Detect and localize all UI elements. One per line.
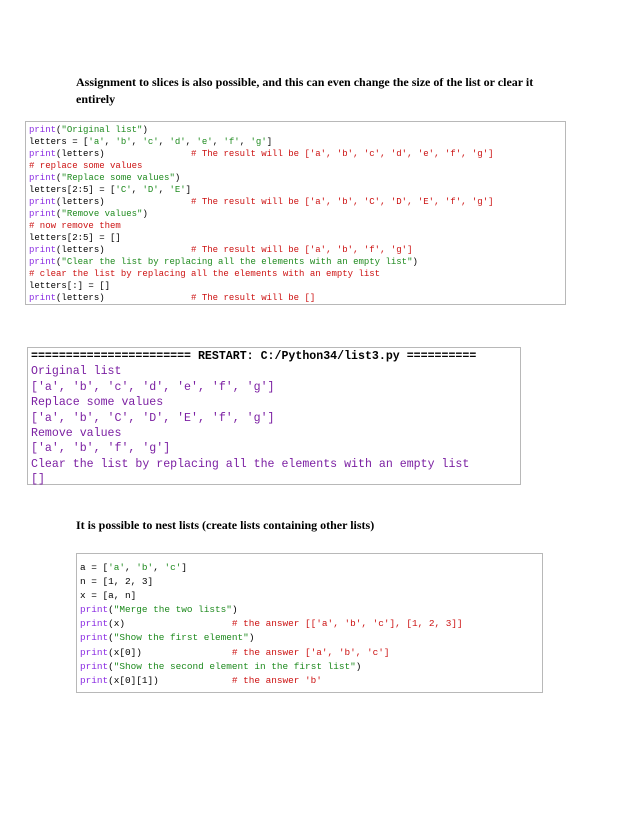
code-screenshot-nested bbox=[76, 553, 543, 693]
code-token: , bbox=[153, 562, 165, 573]
code-token: , bbox=[185, 137, 197, 147]
shell-output-line: Clear the list by replacing all the elements with an empty list bbox=[31, 457, 470, 471]
code-line bbox=[80, 603, 542, 617]
code-token: # the answer ['a', 'b', 'c'] bbox=[231, 646, 390, 658]
code-line bbox=[80, 561, 542, 575]
code-token: (x[0][1]) bbox=[108, 674, 232, 686]
code-token: , bbox=[158, 185, 170, 195]
code-token: (letters) bbox=[56, 149, 192, 159]
code-line bbox=[29, 196, 565, 208]
code-token: 'b' bbox=[115, 137, 132, 147]
code-token: (letters) bbox=[56, 245, 192, 255]
code-token: print bbox=[29, 245, 57, 255]
code-token: # The result will be ['a', 'b', 'c', 'd', 'e', 'f', 'g'] bbox=[191, 149, 494, 159]
code-token: print bbox=[29, 125, 57, 135]
shell-output-line: Original list bbox=[31, 365, 122, 379]
code-line bbox=[80, 589, 542, 603]
code-token: letters = [ bbox=[29, 137, 89, 147]
shell-output-line: Remove values bbox=[31, 427, 122, 441]
code-token: ) bbox=[142, 209, 148, 219]
code-line bbox=[80, 617, 542, 631]
code-line bbox=[80, 646, 542, 660]
code-token: # now remove them bbox=[29, 221, 121, 231]
code-token: letters[2:5] = [] bbox=[29, 233, 121, 243]
shell-output-line: ['a', 'b', 'C', 'D', 'E', 'f', 'g'] bbox=[31, 411, 275, 425]
code-token: "Merge the two lists" bbox=[113, 604, 232, 616]
code-token: ) bbox=[248, 632, 255, 644]
code-token: print bbox=[80, 646, 109, 658]
code-token: ( bbox=[108, 604, 114, 616]
code-token: ) bbox=[142, 125, 148, 135]
code-token: ( bbox=[56, 125, 62, 135]
code-token: , bbox=[239, 137, 251, 147]
shell-output-line: [] bbox=[31, 473, 45, 487]
code-line bbox=[29, 136, 565, 148]
code-line bbox=[29, 232, 565, 244]
code-token: ) bbox=[174, 173, 181, 183]
code-line bbox=[29, 160, 565, 172]
code-token: ) bbox=[355, 660, 362, 672]
code-token: # clear the list by replacing all the elements with an empty list bbox=[29, 269, 381, 279]
code-token: "Remove values" bbox=[61, 209, 143, 219]
code-token: print bbox=[29, 197, 57, 207]
code-token: 'e' bbox=[196, 137, 213, 147]
code-token: a = [ bbox=[80, 562, 109, 573]
code-token: 'C' bbox=[115, 185, 132, 195]
code-token: letters[2:5] = [ bbox=[29, 185, 116, 195]
code-token: ( bbox=[56, 257, 62, 267]
code-line bbox=[29, 256, 565, 268]
shell-output-line: ['a', 'b', 'f', 'g'] bbox=[31, 442, 171, 456]
code-line bbox=[29, 220, 565, 232]
code-token: print bbox=[80, 674, 109, 686]
shell-output bbox=[28, 364, 520, 487]
code-token: # The result will be [] bbox=[191, 293, 316, 303]
code-token: ( bbox=[108, 660, 114, 672]
code-token: print bbox=[80, 660, 109, 672]
shell-output-screenshot bbox=[27, 347, 521, 485]
code-token: ( bbox=[108, 632, 114, 644]
code-token: , bbox=[131, 185, 143, 195]
code-token: ( bbox=[56, 209, 62, 219]
shell-output-line: Replace some values bbox=[31, 396, 164, 410]
code-token: , bbox=[158, 137, 170, 147]
code-token: ( bbox=[56, 173, 62, 183]
code-token: "Show the second element in the first list" bbox=[113, 660, 356, 672]
code-token: 'b' bbox=[136, 562, 154, 573]
code-token: # replace some values bbox=[29, 161, 143, 171]
code-token: 'E' bbox=[169, 185, 186, 195]
code-token: , bbox=[104, 137, 116, 147]
code-token: (x) bbox=[108, 618, 232, 630]
code-token: ] bbox=[181, 562, 187, 573]
code-line bbox=[29, 208, 565, 220]
code-token: (letters) bbox=[56, 197, 192, 207]
code-token: , bbox=[131, 137, 143, 147]
code-token: 'D' bbox=[142, 185, 159, 195]
code-token: (letters) bbox=[56, 293, 192, 303]
code-token: ] bbox=[185, 185, 192, 195]
code-line bbox=[29, 280, 565, 292]
code-token: # the answer 'b' bbox=[231, 674, 322, 686]
code-line bbox=[29, 124, 565, 136]
code-block bbox=[77, 554, 542, 688]
code-token: print bbox=[29, 257, 57, 267]
code-line bbox=[29, 172, 565, 184]
code-block bbox=[26, 122, 565, 304]
code-line bbox=[29, 244, 565, 256]
code-token: print bbox=[29, 209, 57, 219]
code-token: 'g' bbox=[250, 137, 267, 147]
code-token: (x[0]) bbox=[108, 646, 232, 658]
code-line bbox=[80, 575, 542, 589]
code-token: # the answer [['a', 'b', 'c'], [1, 2, 3]] bbox=[231, 618, 463, 630]
shell-output-line: ['a', 'b', 'c', 'd', 'e', 'f', 'g'] bbox=[31, 380, 275, 394]
code-token: print bbox=[29, 293, 57, 303]
code-token: "Clear the list by replacing all the elements with an empty list" bbox=[61, 257, 413, 267]
code-screenshot-slices bbox=[25, 121, 566, 305]
code-line bbox=[29, 292, 565, 304]
code-token: ) bbox=[231, 604, 238, 616]
code-token: "Original list" bbox=[61, 125, 143, 135]
code-line bbox=[29, 268, 565, 280]
code-line bbox=[80, 631, 542, 645]
code-token: 'c' bbox=[142, 137, 159, 147]
code-token: 'd' bbox=[169, 137, 186, 147]
code-line bbox=[29, 184, 565, 196]
code-token: 'a' bbox=[88, 137, 105, 147]
code-line bbox=[80, 674, 542, 688]
code-token: print bbox=[29, 173, 57, 183]
code-token: # The result will be ['a', 'b', 'C', 'D', 'E', 'f', 'g'] bbox=[191, 197, 494, 207]
shell-restart-line: ======================= RESTART: C:/Python34/list3.py ========== bbox=[31, 350, 477, 363]
code-token: n = [1, 2, 3] bbox=[80, 576, 154, 588]
code-token: , bbox=[125, 562, 137, 573]
code-token: , bbox=[212, 137, 224, 147]
code-token: 'f' bbox=[223, 137, 240, 147]
code-token: 'c' bbox=[164, 562, 182, 573]
code-token: 'a' bbox=[108, 562, 126, 573]
code-line bbox=[29, 148, 565, 160]
code-token: ) bbox=[412, 257, 418, 267]
code-token: ] bbox=[266, 137, 273, 147]
code-token: "Replace some values" bbox=[61, 173, 175, 183]
code-token: # The result will be ['a', 'b', 'f', 'g'] bbox=[191, 245, 413, 255]
code-token: x = [a, n] bbox=[80, 590, 137, 602]
code-token: letters[:] = [] bbox=[29, 281, 111, 291]
code-token: print bbox=[80, 604, 109, 616]
code-token: print bbox=[29, 149, 57, 159]
code-token: print bbox=[80, 632, 109, 644]
code-token: print bbox=[80, 618, 109, 630]
code-line bbox=[80, 660, 542, 674]
paragraph-slice-assignment: Assignment to slices is also possible, and this can even change the size of the list or clear it entirely bbox=[76, 75, 534, 106]
paragraph-nested-lists: It is possible to nest lists (create lists containing other lists) bbox=[76, 518, 375, 532]
code-token: "Show the first element" bbox=[113, 632, 249, 644]
